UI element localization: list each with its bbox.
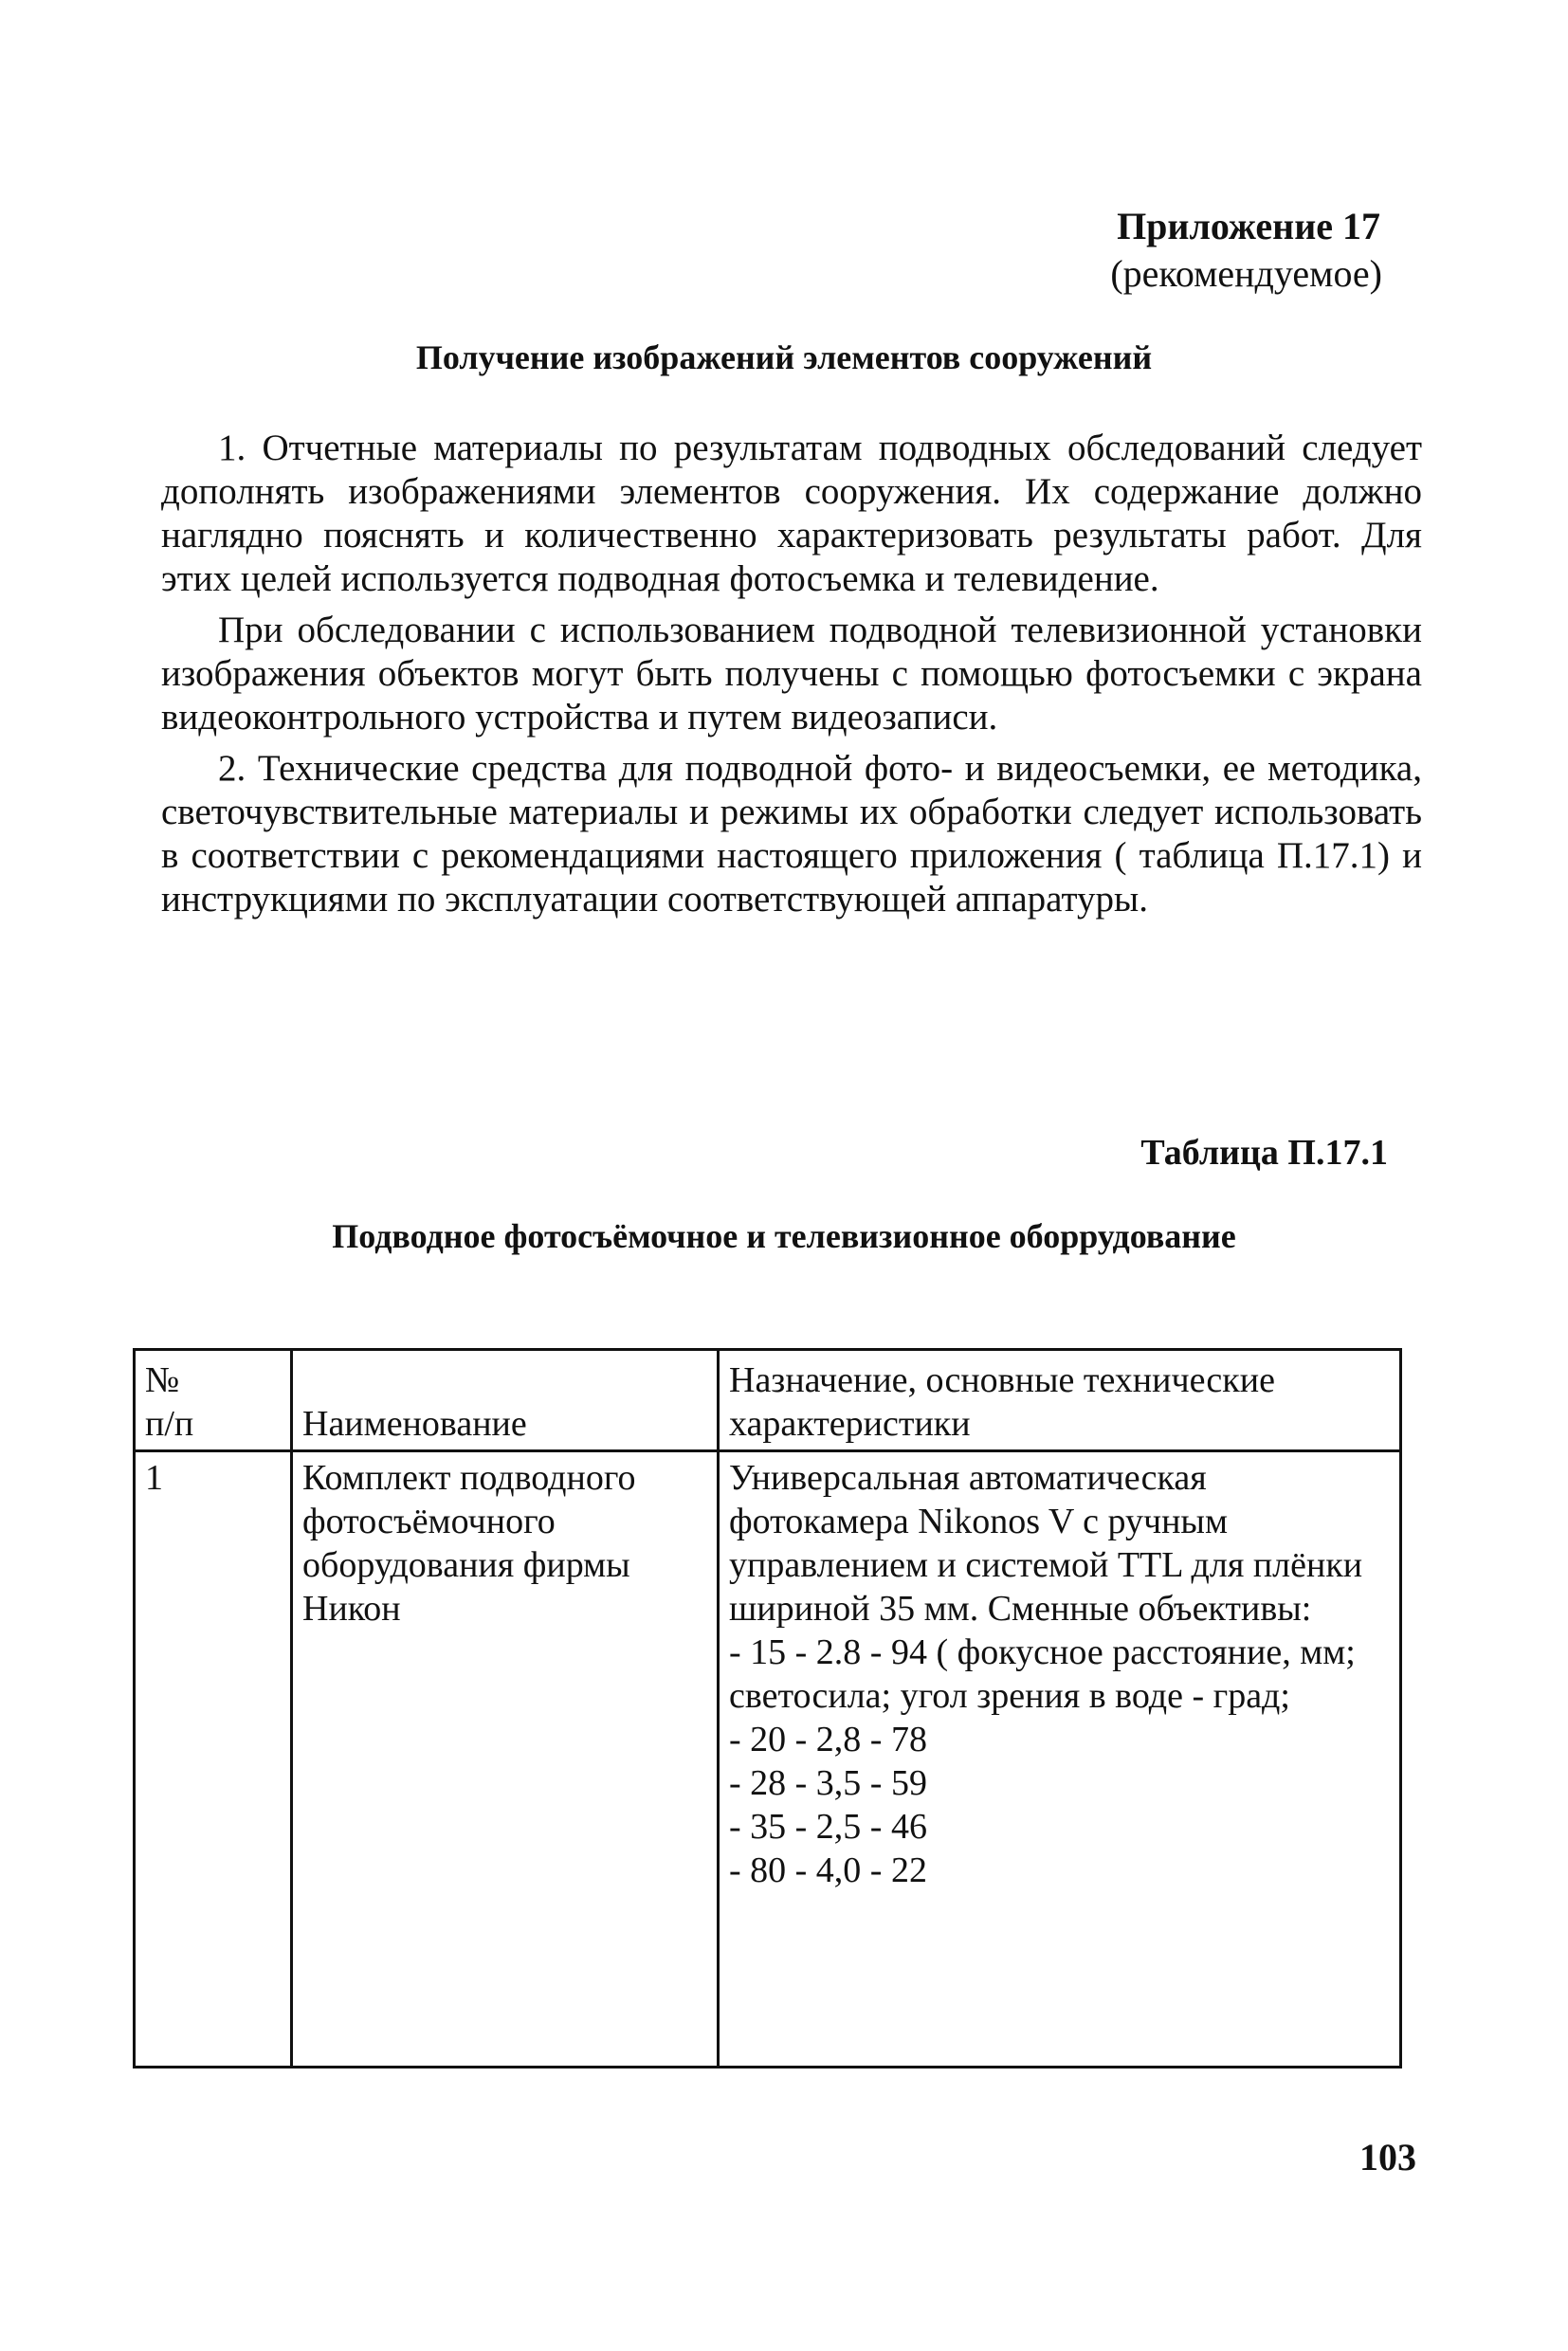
paragraph-3: 2. Технические средства для подводной фото- и видеосъемки, ее методика, светочувствительные материалы и режимы их обработки следует использовать в соответствии с рекомендациями настоящего приложения ( таблица П.17.1) и инструкциями по эксплуатации соответствующей аппаратуры. xyxy=(161,748,1422,920)
cell-number: 1 xyxy=(135,1451,292,2068)
cell-name: Комплект подводного фотосъёмочного оборудования фирмы Никон xyxy=(292,1451,719,2068)
section-heading: Получение изображений элементов сооружений xyxy=(415,338,1153,376)
equipment-table xyxy=(133,1348,1402,2069)
table-title: Подводное фотосъёмочное и телевизионное оборрудование xyxy=(332,1217,1236,1255)
cell-purpose: Универсальная автоматическая фотокамера Nikonos V с ручным управлением и системой TTL для плёнки шириной 35 мм. Сменные объективы: - 15 - 2.8 - 94 ( фокусное расстояние, мм; светосила; угол зрения в воде - град; - 20 - 2,8 - 78 - 28 - 3,5 - 59 - 35 - 2,5 - 46 - 80 - 4,0 - 22 xyxy=(719,1451,1401,2068)
paragraph-1: 1. Отчетные материалы по результатам подводных обследований следует дополнять изображениями элементов сооружения. Их содержание должно наглядно пояснять и количественно характеризовать результаты работ. Для этих целей используется подводная фотосъемка и телевидение. xyxy=(161,428,1422,599)
table-header-row xyxy=(135,1350,1401,1451)
header-name: Наименование xyxy=(292,1350,719,1451)
table-caption: Таблица П.17.1 xyxy=(1140,1133,1388,1173)
header-purpose: Назначение, основные технические характеристики xyxy=(719,1350,1401,1451)
page-number: 103 xyxy=(1359,2136,1416,2178)
body-text xyxy=(161,427,1422,929)
table-row xyxy=(135,1451,1401,2068)
paragraph-2: При обследовании с использованием подводной телевизионной установки изображения объектов могут быть получены с помощью фотосъемки с экрана видеоконтрольного устройства и путем видеозаписи. xyxy=(161,610,1422,738)
appendix-subtitle: (рекомендуемое) xyxy=(1110,252,1382,295)
appendix-title: Приложение 17 xyxy=(1117,205,1380,247)
header-number: № п/п xyxy=(135,1350,292,1451)
